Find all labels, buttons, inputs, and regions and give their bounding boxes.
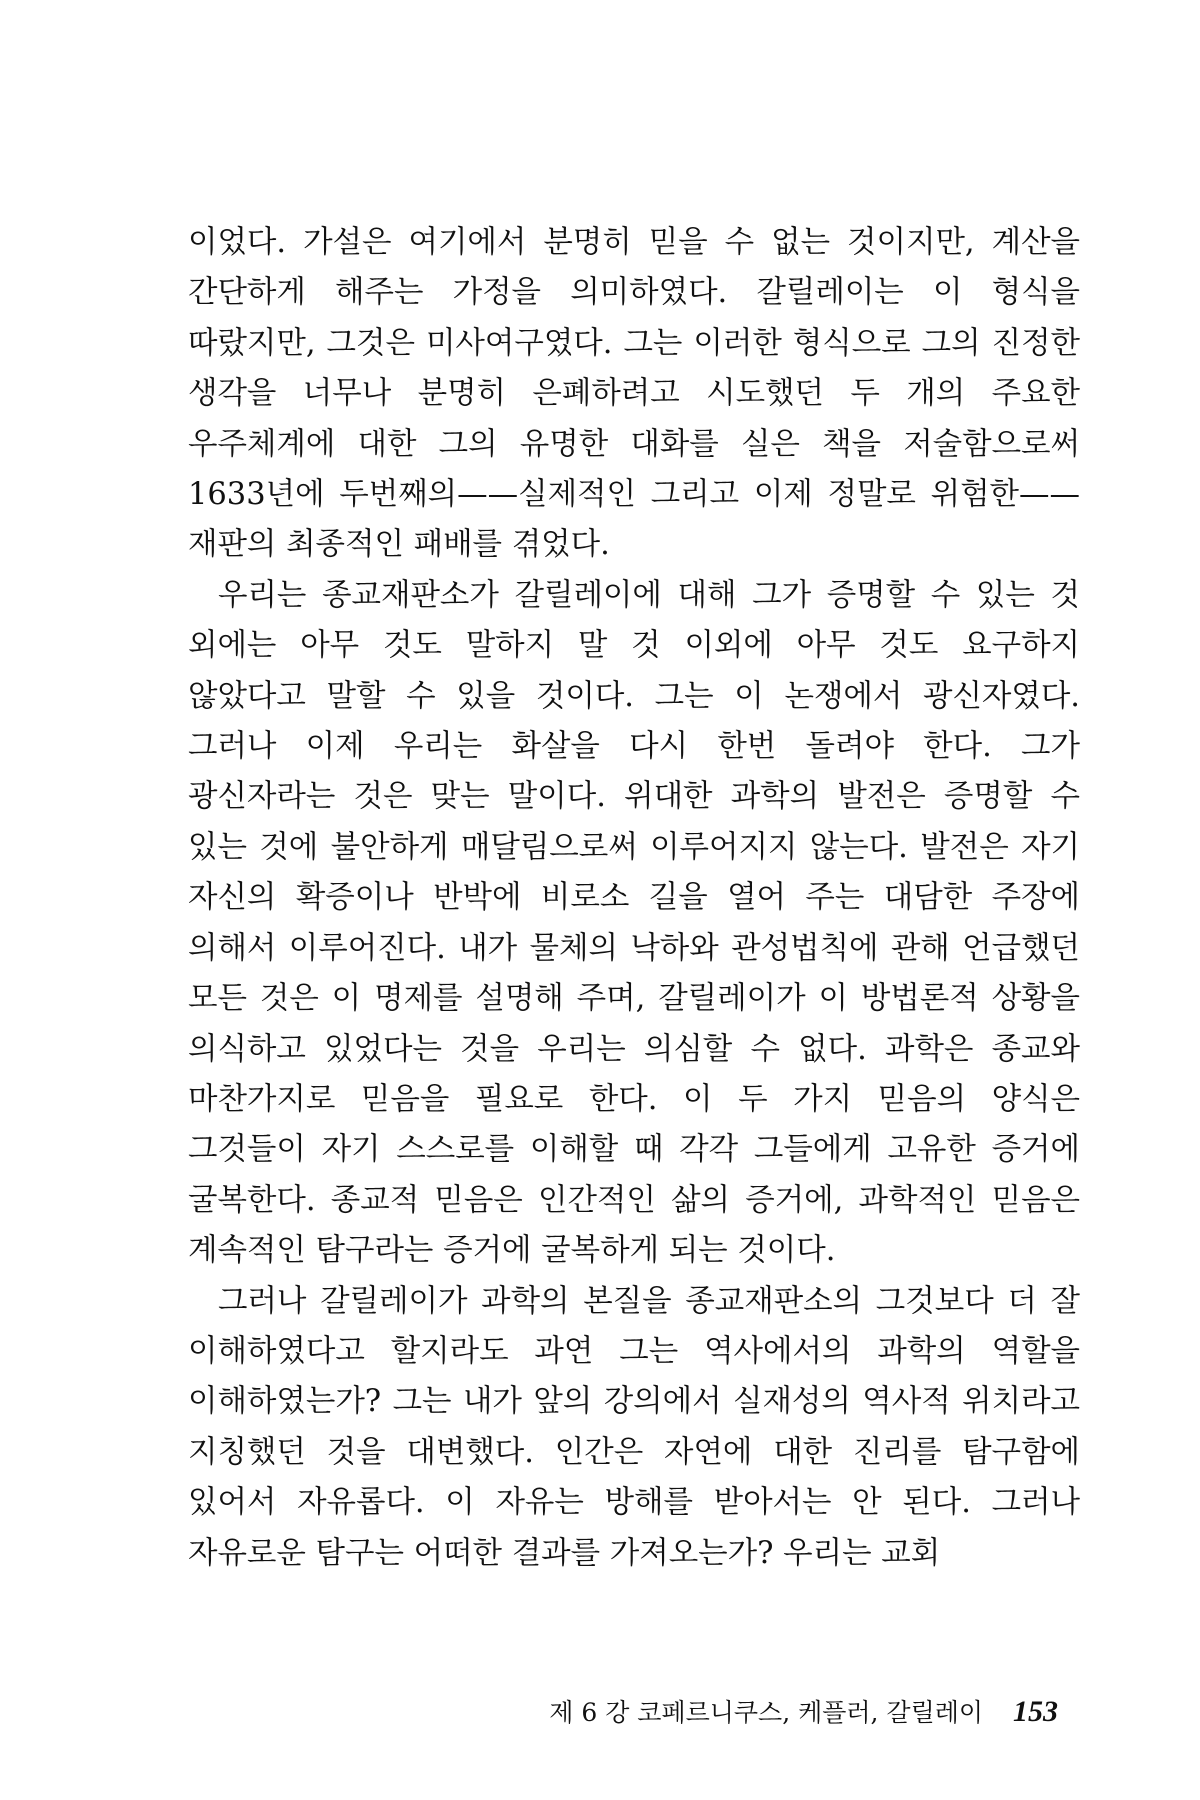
page-footer	[549, 1692, 1058, 1733]
paragraph-role-of-science: 그러나 갈릴레이가 과학의 본질을 종교재판소의 그것보다 더 잘 이해하였다고 할지라도 과연 그는 역사에서의 과학의 역할을 이해하였는가? 그는 내가 앞의 강의에서 실재성의 역사적 위치라고 지칭했던 것을 대변했다. 인간은 자연에 대한 진리를 탐구함에 있어서 자유롭다. 이 자유는 방해를 받아서는 안 된다. 그러나 자유로운 탐구는 어떠한 결과를 가져오는가? 우리는 교회	[188, 1283, 1080, 1571]
paragraph-inquisition: 우리는 종교재판소가 갈릴레이에 대해 그가 증명할 수 있는 것 외에는 아무 것도 말하지 말 것 이외에 아무 것도 요구하지 않았다고 말할 수 있을 것이다. 그는 이 논쟁에서 광신자였다. 그러나 이제 우리는 화살을 다시 한번 돌려야 한다. 그가 광신자라는 것은 맞는 말이다. 위대한 과학의 발전은 증명할 수 있는 것에 불안하게 매달림으로써 이루어지지 않는다. 발전은 자기 자신의 확증이나 반박에 비로소 길을 열어 주는 대담한 주장에 의해서 이루어진다. 내가 물체의 낙하와 관성법칙에 관해 언급했던 모든 것은 이 명제를 설명해 주며, 갈릴레이가 이 방법론적 상황을 의식하고 있었다는 것을 우리는 의심할 수 없다. 과학은 종교와 마찬가지로 믿음을 필요로 한다. 이 두 가지 믿음의 양식은 그것들이 자기 스스로를 이해할 때 각각 그들에게 고유한 증거에 굴복한다. 종교적 믿음은 인간적인 삶의 증거에, 과학적인 믿음은 계속적인 탐구라는 증거에 굴복하게 되는 것이다.	[188, 577, 1080, 1269]
paragraph-continuation: 이었다. 가설은 여기에서 분명히 믿을 수 없는 것이지만, 계산을 간단하게 해주는 가정을 의미하였다. 갈릴레이는 이 형식을 따랐지만, 그것은 미사여구였다. 그는 이러한 형식으로 그의 진정한 생각을 너무나 분명히 은폐하려고 시도했던 두 개의 주요한 우주체계에 대한 그의 유명한 대화를 실은 책을 저술함으로써 1633년에 두번째의——실제적인 그리고 이제 정말로 위험한——재판의 최종적인 패배를 겪었다.	[188, 225, 1080, 563]
page-number: 153	[1013, 1695, 1058, 1728]
running-head: 제 6 강 코페르니쿠스, 케플러, 갈릴레이	[549, 1698, 984, 1727]
body-text	[188, 218, 1080, 1579]
